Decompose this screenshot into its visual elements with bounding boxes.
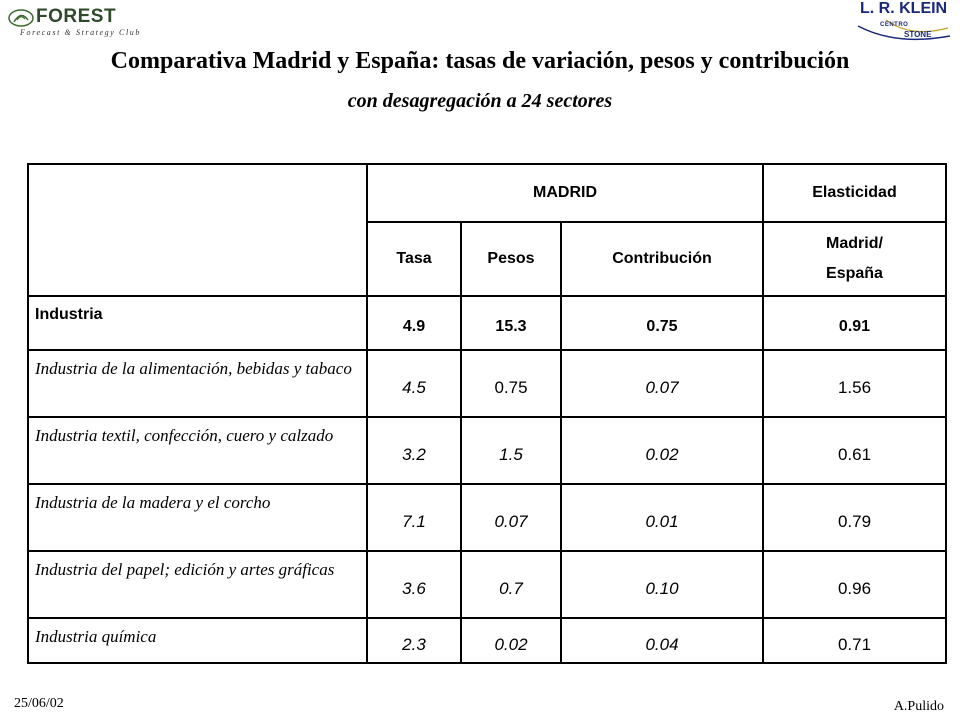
- header-tasa: Tasa: [367, 222, 461, 296]
- table-row: [28, 417, 946, 484]
- forest-tagline: Forecast & Strategy Club: [20, 28, 141, 37]
- forest-brand: FOREST: [36, 6, 117, 27]
- footer-author: A.Pulido: [893, 699, 944, 714]
- header-madrid-espana-line2: España: [826, 265, 883, 282]
- cell-elasticidad: 0.71: [763, 618, 946, 663]
- klein-logo: [856, 2, 952, 48]
- header-madrid: MADRID: [367, 164, 763, 222]
- row-label: Industria del papel; edición y artes gráficas: [28, 551, 367, 618]
- klein-stone: STONE: [904, 30, 932, 39]
- page-title: Comparativa Madrid y España: tasas de variación, pesos y contribución: [110, 48, 850, 74]
- cell-contribucion: 0.07: [561, 350, 763, 417]
- cell-elasticidad: 0.91: [763, 296, 946, 350]
- header-empty-cell: [28, 164, 367, 296]
- cell-tasa: 7.1: [367, 484, 461, 551]
- header-madrid-espana-line1: Madrid/: [826, 235, 883, 252]
- cell-pesos: 0.02: [461, 618, 561, 663]
- cell-tasa: 3.6: [367, 551, 461, 618]
- table-row: [28, 484, 946, 551]
- cell-elasticidad: 0.79: [763, 484, 946, 551]
- klein-centro: CENTRO: [880, 22, 909, 28]
- cell-pesos: 15.3: [461, 296, 561, 350]
- cell-tasa: 3.2: [367, 417, 461, 484]
- row-label: Industria de la alimentación, bebidas y tabaco: [28, 350, 367, 417]
- cell-pesos: 0.7: [461, 551, 561, 618]
- row-label: Industria: [28, 296, 367, 350]
- header-pesos: Pesos: [461, 222, 561, 296]
- table-row: [28, 350, 946, 417]
- cell-pesos: 0.75: [461, 350, 561, 417]
- footer-date: 25/06/02: [14, 696, 64, 711]
- cell-contribucion: 0.01: [561, 484, 763, 551]
- table-row: [28, 618, 946, 663]
- header-elasticidad: Elasticidad: [763, 164, 946, 222]
- tree-icon: [8, 8, 34, 30]
- page-subtitle: con desagregación a 24 sectores: [347, 90, 613, 112]
- cell-contribucion: 0.04: [561, 618, 763, 663]
- cell-contribucion: 0.02: [561, 417, 763, 484]
- table-row: [28, 551, 946, 618]
- table-row: [28, 296, 946, 350]
- header-row-groups: [28, 164, 946, 222]
- header-contribucion: Contribución: [561, 222, 763, 296]
- cell-tasa: 4.5: [367, 350, 461, 417]
- cell-elasticidad: 0.96: [763, 551, 946, 618]
- header-madrid-espana: [763, 222, 946, 296]
- data-table: [27, 163, 947, 664]
- cell-tasa: 2.3: [367, 618, 461, 663]
- row-label: Industria textil, confección, cuero y calzado: [28, 417, 367, 484]
- cell-tasa: 4.9: [367, 296, 461, 350]
- cell-pesos: 0.07: [461, 484, 561, 551]
- cell-elasticidad: 1.56: [763, 350, 946, 417]
- cell-pesos: 1.5: [461, 417, 561, 484]
- row-label: Industria química: [28, 618, 367, 663]
- cell-contribucion: 0.10: [561, 551, 763, 618]
- cell-contribucion: 0.75: [561, 296, 763, 350]
- klein-brand: L. R. KLEIN: [860, 0, 948, 17]
- row-label: Industria de la madera y el corcho: [28, 484, 367, 551]
- cell-elasticidad: 0.61: [763, 417, 946, 484]
- forest-logo: [8, 4, 158, 48]
